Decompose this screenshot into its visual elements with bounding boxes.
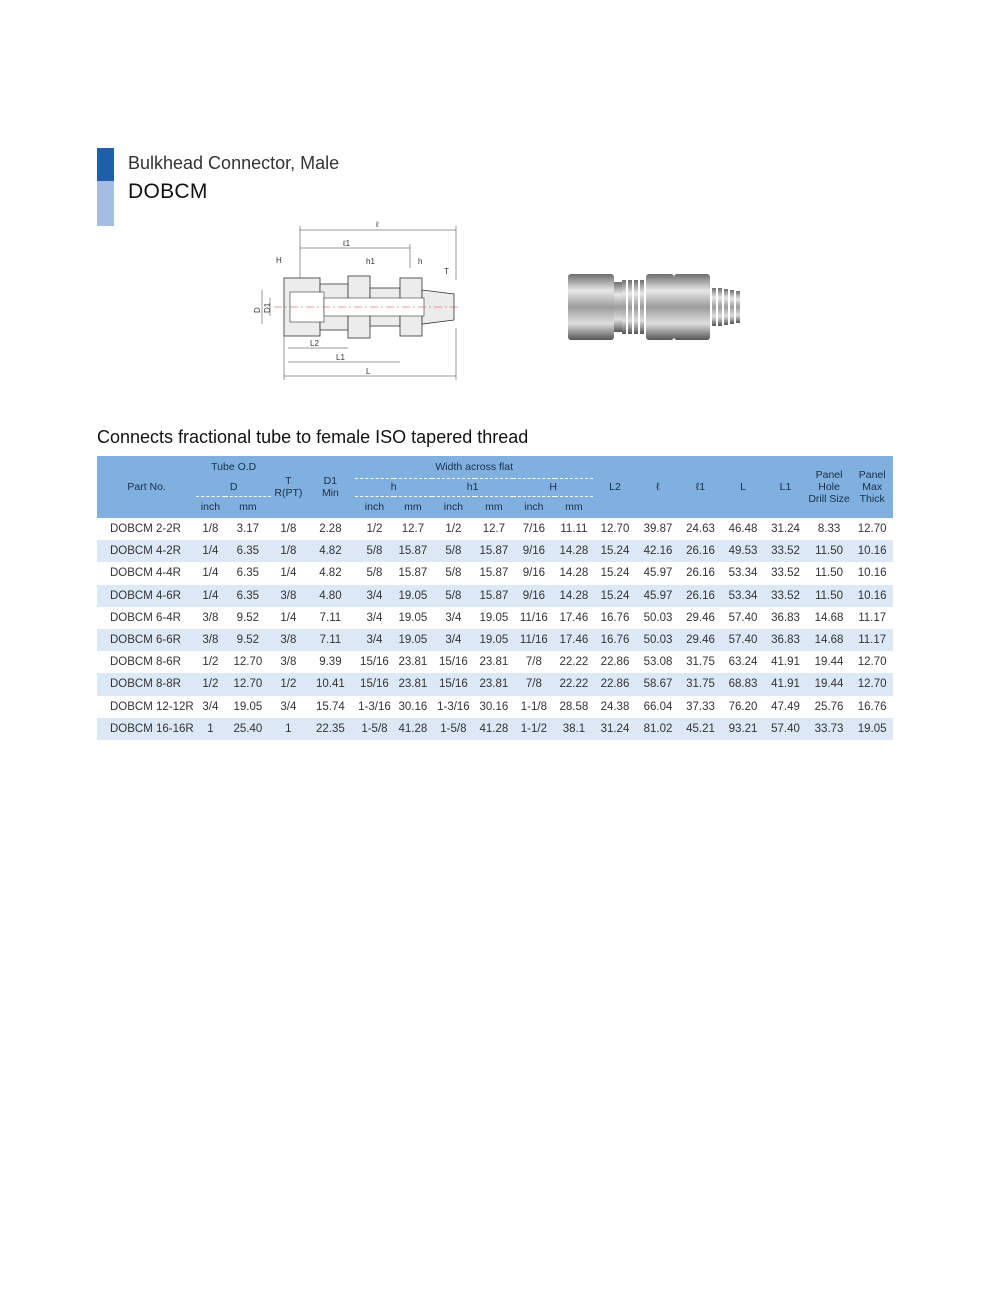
table-cell: 22.86 [600,656,630,669]
table-cell: 45.97 [637,585,680,607]
hdr-l: ℓ [637,456,680,518]
table-cell: 1-5/8 [355,718,393,740]
table-cell: 19.44 [807,673,852,695]
table-cell: 10.16 [857,567,887,580]
table-cell: 1-1/8 [520,700,547,713]
table-cell: 3/4 [445,611,462,624]
hdr-panel-max-2: Max [862,481,883,493]
table-cell: 1-3/16 [358,700,391,713]
table-cell: 15.87 [475,585,513,607]
hdr-part-no: Part No. [97,456,196,518]
table-cell: 7/8 [513,673,555,695]
table-row [97,673,893,695]
table-cell: 3/8 [280,656,297,669]
hdr-d1 [306,456,356,518]
table-cell: 1/2 [366,523,383,536]
table-cell: 41.28 [394,718,432,740]
table-cell: 5/8 [445,567,462,580]
dim-h-label: h [418,257,423,266]
table-cell: 76.20 [728,700,758,713]
table-cell: 19.05 [479,611,509,624]
hdr-L: L [722,456,765,518]
table-cell: 31.75 [679,673,722,695]
part-number-cell: DOBCM 4-6R [97,585,196,607]
table-cell: 9/16 [513,585,555,607]
table-row [97,718,893,740]
hdr-H-inch: inch [513,496,555,518]
table-cell: 30.16 [479,700,509,713]
table-cell: 9.39 [319,656,342,669]
table-cell: 19.05 [398,611,428,624]
table-cell: 1 [271,718,305,740]
table-cell: 3/8 [271,629,305,651]
table-cell: 7.11 [306,629,356,651]
part-number-cell: DOBCM 4-2R [97,540,196,562]
table-cell: 5/8 [432,540,475,562]
part-number-cell: DOBCM 8-8R [97,673,196,695]
table-cell: 25.76 [814,700,844,713]
table-row [97,585,893,607]
table-cell: 15.87 [394,540,432,562]
table-cell: 22.86 [593,673,637,695]
table-cell: 31.24 [771,523,800,536]
table-cell: 7/16 [522,523,546,536]
table-cell: 2.28 [319,523,342,536]
dim-l-label: ℓ [376,220,379,229]
table-cell: 12.7 [482,523,506,536]
hdr-H: H [513,478,593,496]
part-number-cell: DOBCM 8-6R [110,656,181,669]
hdr-d-inch: inch [196,496,224,518]
table-cell: 1 [196,718,224,740]
table-cell: 12.70 [857,523,887,536]
table-cell: 26.16 [679,540,722,562]
table-cell: 3/4 [355,629,393,651]
table-cell: 31.24 [593,718,637,740]
table-cell: 15/16 [355,673,393,695]
table-cell: 1-5/8 [432,718,475,740]
table-cell: 36.83 [771,611,800,624]
table-cell: 58.67 [637,673,680,695]
table-cell: 68.83 [722,673,765,695]
table-cell: 12.7 [401,523,425,536]
dim-D1-label: D1 [263,302,272,313]
hdr-panel-max [851,456,893,518]
table-cell: 11.50 [815,567,844,580]
table-cell: 16.76 [600,611,630,624]
table-cell: 50.03 [643,611,673,624]
table-cell: 6.35 [225,540,272,562]
table-cell: 33.52 [764,585,807,607]
table-cell: 3/8 [196,629,224,651]
table-cell: 14.28 [559,567,589,580]
table-cell: 16.76 [857,700,887,713]
table-cell: 23.81 [479,656,509,669]
hdr-min: Min [321,487,339,499]
table-cell: 4.82 [319,567,342,580]
table-cell: 15.87 [475,540,513,562]
table-cell: 14.68 [807,629,852,651]
hdr-t-label: T [285,475,292,487]
dim-D-label: D [253,307,262,313]
table-cell: 17.46 [555,629,594,651]
table-cell: 22.22 [555,673,594,695]
hdr-l2: L2 [593,456,637,518]
table-cell: 3/4 [355,585,393,607]
table-cell: 4.80 [306,585,356,607]
part-number-cell: DOBCM 4-4R [110,567,181,580]
technical-drawing [248,218,468,383]
table-cell: 14.68 [814,611,844,624]
table-cell: 3.17 [236,523,260,536]
table-cell: 1/4 [196,540,224,562]
table-cell: 19.05 [851,718,893,740]
table-cell: 41.28 [475,718,513,740]
table-cell: 19.05 [394,629,432,651]
table-cell: 1-3/16 [437,700,470,713]
hdr-h1-mm: mm [475,496,513,518]
table-cell: 15/16 [432,673,475,695]
table-cell: 41.91 [764,673,807,695]
table-cell: 19.05 [233,700,263,713]
table-cell: 15.24 [600,567,630,580]
hdr-panel-hole [807,456,852,518]
table-cell: 93.21 [722,718,765,740]
table-cell: 53.34 [728,567,758,580]
hdr-panel-hole-3: Drill Size [808,493,850,505]
table-cell: 63.24 [728,656,758,669]
table-cell: 23.81 [394,673,432,695]
table-cell: 14.28 [555,585,594,607]
table-cell: 50.03 [637,629,680,651]
table-cell: 25.40 [225,718,272,740]
table-cell: 23.81 [475,673,513,695]
section-marker-light [97,181,114,226]
hdr-l1-script: ℓ1 [679,456,722,518]
part-number-cell: DOBCM 6-4R [110,611,181,624]
part-number-cell: DOBCM 6-6R [97,629,196,651]
table-cell: 14.28 [555,540,594,562]
table-cell: 41.91 [771,656,800,669]
table-cell: 11.11 [560,523,588,536]
table-cell: 53.34 [722,585,765,607]
table-cell: 3/4 [202,700,219,713]
table-cell: 45.21 [679,718,722,740]
table-cell: 49.53 [722,540,765,562]
table-cell: 11/16 [519,611,548,624]
hdr-panel-hole-2: Hole [818,481,840,493]
table-cell: 12.70 [600,523,630,536]
table-cell: 8.33 [817,523,841,536]
table-cell: 6.35 [236,567,260,580]
table-row [97,696,893,718]
table-cell: 9.52 [225,629,272,651]
table-cell: 31.75 [686,656,715,669]
product-subtitle: Bulkhead Connector, Male [128,153,340,173]
hdr-h-inch: inch [355,496,393,518]
table-cell: 1/8 [280,523,297,536]
section-title: Connects fractional tube to female ISO tapered thread [97,427,529,447]
table-cell: 10.16 [851,585,893,607]
table-cell: 16.76 [593,629,637,651]
table-cell: 9/16 [513,540,555,562]
table-row [97,518,893,540]
model-title: DOBCM [128,180,208,203]
table-cell: 26.16 [686,567,715,580]
table-cell: 19.05 [394,585,432,607]
table-cell: 12.70 [851,673,893,695]
table-header [97,456,893,518]
table-cell: 6.35 [225,585,272,607]
table-cell: 19.05 [475,629,513,651]
table-cell: 15.24 [593,585,637,607]
table-cell: 11.17 [851,629,893,651]
table-row [97,540,893,562]
table-cell: 11/16 [513,629,555,651]
table-cell: 10.16 [851,540,893,562]
table-cell: 1/4 [280,611,297,624]
table-cell: 15.74 [316,700,345,713]
hdr-d: D [196,478,271,496]
table-cell: 5/8 [366,567,383,580]
hdr-panel-max-3: Thick [859,493,885,505]
table-cell: 1/4 [202,567,219,580]
table-cell: 46.48 [728,523,758,536]
hdr-h1: h1 [432,478,513,496]
hdr-h-mm: mm [394,496,432,518]
table-cell: 30.16 [398,700,428,713]
table-cell: 17.46 [559,611,589,624]
table-cell: 3/4 [366,611,383,624]
table-cell: 22.22 [559,656,589,669]
table-row [97,629,893,651]
table-cell: 36.83 [764,629,807,651]
table-cell: 3/8 [202,611,219,624]
table-cell: 29.46 [679,629,722,651]
table-cell: 53.08 [643,656,673,669]
dim-L1-label: L1 [336,353,345,362]
table-cell: 37.33 [686,700,715,713]
table-cell: 9/16 [522,567,546,580]
hdr-d-mm: mm [225,496,272,518]
table-cell: 26.16 [679,585,722,607]
table-cell: 24.38 [600,700,630,713]
table-cell: 57.40 [764,718,807,740]
table-cell: 33.52 [764,540,807,562]
table-cell: 15.24 [593,540,637,562]
hdr-r-pt: R(PT) [274,487,303,499]
hdr-d1-label: D1 [323,475,338,487]
table-cell: 7/8 [525,656,542,669]
part-number-cell: DOBCM 12-12R [110,700,194,713]
table-cell: 66.04 [643,700,673,713]
table-cell: 12.70 [225,673,272,695]
table-cell: 15.87 [398,567,428,580]
hdr-width-across-flat: Width across flat [355,456,593,478]
hdr-t [271,456,305,518]
table-cell: 1/2 [202,656,219,669]
table-cell: 1/8 [202,523,219,536]
hdr-panel-max-1: Panel [858,469,886,481]
table-cell: 1-1/2 [513,718,555,740]
table-cell: 1/2 [196,673,224,695]
table-cell: 15.87 [479,567,509,580]
table-cell: 3/4 [432,629,475,651]
table-cell: 28.58 [559,700,589,713]
table-cell: 42.16 [637,540,680,562]
table-cell: 47.49 [771,700,800,713]
table-cell: 7.11 [319,611,342,624]
table-row [97,651,893,673]
table-cell: 5/8 [355,540,393,562]
table-cell: 15/16 [439,656,468,669]
hdr-panel-hole-1: Panel [815,469,843,481]
table-cell: 10.41 [306,673,356,695]
part-number-cell: DOBCM 2-2R [110,523,181,536]
dim-L2-label: L2 [310,339,319,348]
table-cell: 11.50 [807,585,852,607]
table-cell: 45.97 [643,567,673,580]
table-cell: 5/8 [432,585,475,607]
table-cell: 9.52 [236,611,260,624]
dim-L-label: L [366,367,371,376]
table-cell: 12.70 [857,656,887,669]
product-photo [562,268,742,346]
dim-H-label: H [276,256,282,265]
table-cell: 3/4 [280,700,297,713]
hdr-H-mm: mm [555,496,594,518]
table-cell: 39.87 [643,523,673,536]
table-cell: 1/2 [445,523,462,536]
hdr-tube-od: Tube O.D [196,456,271,478]
table-cell: 33.73 [807,718,852,740]
table-cell: 29.46 [686,611,715,624]
table-cell: 1/4 [196,585,224,607]
section-marker-dark [97,148,114,181]
table-body [97,518,893,740]
hdr-L1: L1 [764,456,807,518]
table-cell: 57.40 [722,629,765,651]
part-number-cell: DOBCM 16-16R [97,718,196,740]
table-cell: 33.52 [771,567,800,580]
table-cell: 11.17 [858,611,887,624]
table-cell: 1/2 [271,673,305,695]
dim-h1-label: h1 [366,257,375,266]
table-cell: 38.1 [555,718,594,740]
table-row [97,562,893,584]
table-cell: 23.81 [398,656,428,669]
hdr-h1-inch: inch [432,496,475,518]
table-cell: 22.35 [306,718,356,740]
dim-T-label: T [444,267,449,276]
table-cell: 4.82 [306,540,356,562]
table-cell: 1/8 [271,540,305,562]
spec-table [97,456,893,740]
table-cell: 1/4 [280,567,297,580]
hdr-h: h [355,478,432,496]
table-cell: 81.02 [637,718,680,740]
table-cell: 24.63 [686,523,715,536]
table-cell: 15/16 [360,656,389,669]
table-cell: 11.50 [807,540,852,562]
table-cell: 3/8 [271,585,305,607]
table-cell: 57.40 [728,611,758,624]
dim-l1-label: ℓ1 [343,239,351,248]
table-cell: 12.70 [233,656,263,669]
table-cell: 19.44 [814,656,844,669]
table-row [97,607,893,629]
